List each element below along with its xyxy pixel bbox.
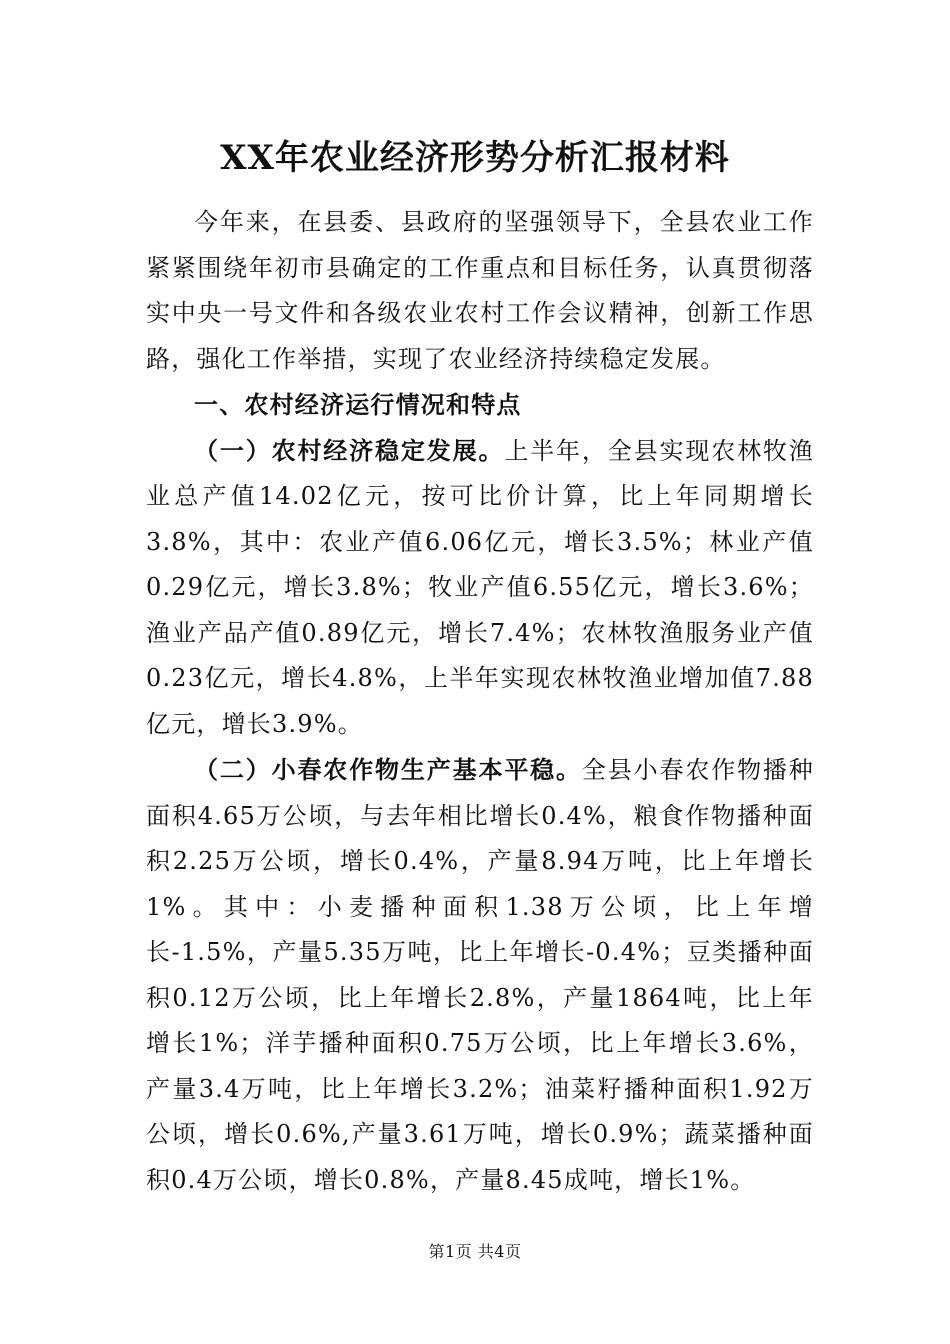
- paragraph-text: 全县小春农作物播种面积4.65万公顷，与去年相比增长0.4%，粮食作物播种面积2.25万公顷，增长0.4%，产量8.94万吨，比上年增长1%。其中：小麦播种面积1.38万公顷，比上年增长-1.5%，产量5.35万吨，比上年增长-0.4%；豆类播种面积0.12万公顷，比上年增长2.8%，产量1864吨，比上年增长1%；洋芋播种面积0.75万公顷，比上年增长3.6%，产量3.4万吨，比上年增长3.2%；油菜籽播种面积1.92万公顷，增长0.6%,产量3.61万吨，增长0.9%；蔬菜播种面积0.4万公顷，增长0.8%，产量8.45成吨，增长1%。: [146, 756, 814, 1194]
- paragraph-lead: （一）农村经济稳定发展。: [194, 435, 505, 465]
- paragraph-lead: （二）小春农作物生产基本平稳。: [194, 755, 582, 784]
- document-body: [146, 200, 814, 1203]
- intro-paragraph: 今年来，在县委、县政府的坚强领导下，全县农业工作紧紧围绕年初市县确定的工作重点和目标任务，认真贯彻落实中央一号文件和各级农业农村工作会议精神，创新工作思路，强化工作举措，实现了农业经济持续稳定发展。: [146, 208, 814, 373]
- document-title: XX年农业经济形势分析汇报材料: [220, 138, 730, 178]
- paragraph-text: 上半年，全县实现农林牧渔业总产值14.02亿元，按可比价计算，比上年同期增长3.8%，其中：农业产值6.06亿元，增长3.5%；林业产值0.29亿元，增长3.8%；牧业产值6.55亿元，增长3.6%；渔业产品产值0.89亿元，增长7.4%；农林牧渔服务业产值0.23亿元，增长4.8%，上半年实现农林牧渔业增加值7.88亿元，增长3.9%。: [146, 436, 814, 738]
- paragraph-economy: [146, 428, 814, 748]
- section-heading: 一、农村经济运行情况和特点: [194, 390, 522, 419]
- page-number: 第1页 共4页: [428, 1242, 522, 1261]
- paragraph-crops: [146, 747, 814, 1203]
